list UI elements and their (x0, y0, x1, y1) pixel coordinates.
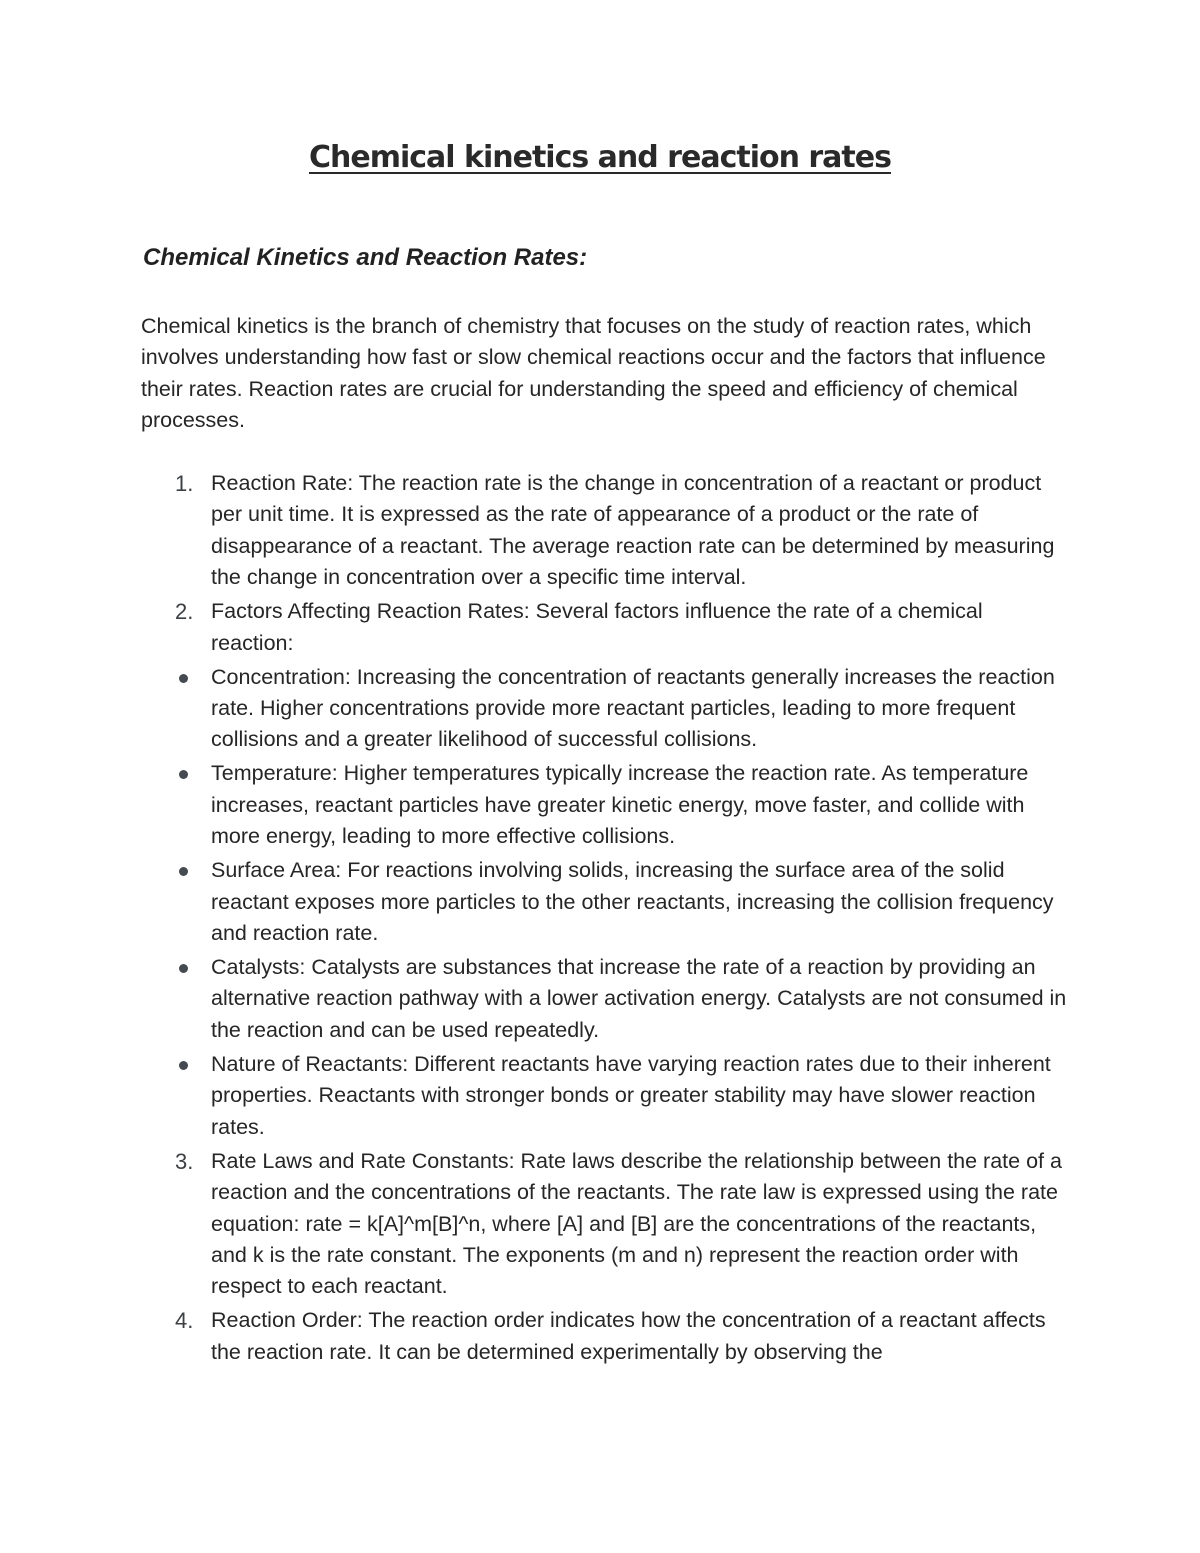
list-item-text: Factors Affecting Reaction Rates: Several factors influence the rate of a chemical reaction: (211, 599, 983, 655)
list-item-text: Reaction Order: The reaction order indicates how the concentration of a reactant affects the reaction rate. It can be determined experimentally by observing the (211, 1308, 1046, 1364)
list-item-text: Nature of Reactants: Different reactants have varying reaction rates due to their inherent properties. Reactants with stronger bonds or greater stability may have slower reaction rates. (211, 1051, 1051, 1139)
list-item-rate-laws (0, 1146, 1071, 1303)
document-title: Chemical kinetics and reaction rates (309, 140, 891, 175)
list-item-reaction-order (0, 1305, 1071, 1368)
bullet-icon (179, 867, 188, 876)
list-number: 2. (175, 599, 194, 625)
list-item-text: Rate Laws and Rate Constants: Rate laws describe the relationship between the rate of a reaction and the concentrations of the reactants. The rate law is expressed using the rate equation: rate = k[A]^m[B]^n, where [A] and [B] are the concentrations of the reactants, and k is the rate constant. The exponents (m and n) represent the reaction order with respect to each reactant. (211, 1148, 1062, 1299)
list-item-temperature (0, 758, 1071, 852)
list-item-reaction-rate (0, 468, 1071, 594)
list-number: 1. (175, 471, 194, 496)
list-number: 4. (175, 1308, 194, 1334)
list-item-concentration (0, 662, 1071, 756)
content-list (0, 468, 1200, 1371)
bullet-icon (179, 770, 188, 779)
list-item-factors (0, 596, 1071, 659)
list-item-text: Reaction Rate: The reaction rate is the change in concentration of a reactant or product per unit time. It is expressed as the rate of appearance of a product or the rate of disappearance of a reactant. The average reaction rate can be determined by measuring the change in concentration over a specific time interval. (211, 471, 1055, 590)
intro-paragraph: Chemical kinetics is the branch of chemistry that focuses on the study of reaction rates, which involves understanding how fast or slow chemical reactions occur and the factors that influence their rates. Reaction rates are crucial for understanding the speed and efficiency of chemical processes. (141, 314, 1046, 433)
bullet-icon (179, 674, 188, 683)
list-item-text: Surface Area: For reactions involving solids, increasing the surface area of the solid reactant exposes more particles to the other reactants, increasing the collision frequency and reaction rate. (211, 858, 1054, 946)
bullet-icon (179, 1061, 188, 1070)
list-number: 3. (175, 1148, 194, 1174)
list-item-text: Catalysts: Catalysts are substances that increase the rate of a reaction by providing an alternative reaction pathway with a lower activation energy. Catalysts are not consumed in the reaction and can be used repeatedly. (211, 955, 1067, 1042)
section-heading: Chemical Kinetics and Reaction Rates: (143, 244, 588, 271)
bullet-icon (179, 964, 188, 973)
list-item-text: Temperature: Higher temperatures typically increase the reaction rate. As temperature increases, reactant particles have greater kinetic energy, move faster, and collide with more energy, leading to more effective collisions. (211, 761, 1029, 849)
list-item-nature-of-reactants (0, 1049, 1071, 1143)
list-item-catalysts (0, 952, 1071, 1046)
list-item-text: Concentration: Increasing the concentration of reactants generally increases the reaction rate. Higher concentrations provide more reactant particles, leading to more frequent collisions and a greater likelihood of successful collisions. (211, 664, 1055, 752)
list-item-surface-area (0, 855, 1071, 949)
